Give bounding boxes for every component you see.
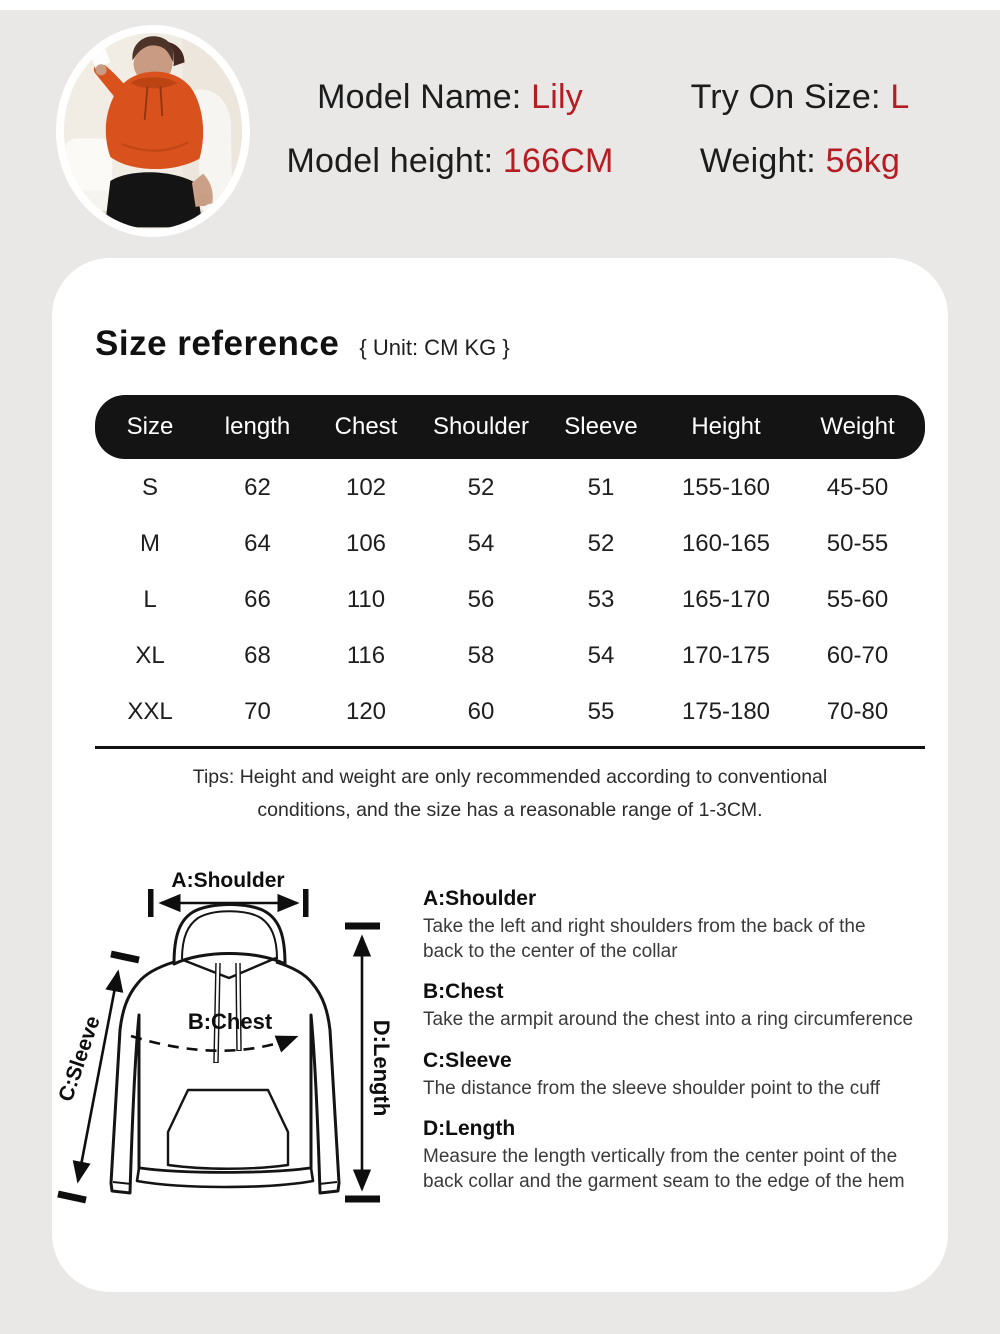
- table-cell: 70: [244, 698, 271, 725]
- table-cell: 54: [467, 530, 495, 557]
- model-photo: [56, 25, 250, 237]
- model-name-line: [260, 78, 640, 117]
- table-cell: 102: [345, 474, 387, 501]
- try-on-size-value: L: [890, 78, 910, 116]
- column-header-weight: Weight: [820, 413, 895, 440]
- top-white-strip: [0, 0, 1000, 10]
- diagram-label-length: D:Length: [369, 1019, 394, 1117]
- table-cell: 53: [587, 586, 615, 613]
- column-header-sleeve: Sleeve: [564, 413, 638, 440]
- sleeve-arrow-bottom-cap: [58, 1194, 86, 1200]
- size-table-body: [95, 460, 925, 740]
- tips-line-2: conditions, and the size has a reasonable range of 1-3CM.: [257, 799, 763, 821]
- measurement-definitions: [423, 886, 943, 1209]
- table-cell: S: [141, 474, 158, 501]
- definition-item: [423, 886, 943, 964]
- table-cell: 70-80: [826, 698, 889, 725]
- table-cell: 64: [244, 530, 271, 557]
- table-cell: 170-175: [681, 642, 771, 669]
- page-title: Size reference: [95, 324, 340, 363]
- table-row: [95, 684, 925, 740]
- size-reference-card: [52, 258, 948, 1292]
- weight-label: Weight:: [699, 142, 816, 180]
- table-cell: 55: [587, 698, 615, 725]
- column-header-size: Size: [126, 413, 174, 440]
- try-on-size-line: [640, 78, 960, 117]
- definition-desc-length: Measure the length vertically from the center point of the back collar and the garment seam to the edge of the hem: [423, 1146, 905, 1192]
- measurement-diagram: [52, 865, 432, 1225]
- column-header-height: Height: [691, 413, 761, 440]
- tips-line-1: Tips: Height and weight are only recommended according to conventional: [192, 766, 828, 788]
- definition-desc-sleeve: The distance from the sleeve shoulder point to the cuff: [423, 1077, 880, 1099]
- table-cell: 155-160: [681, 474, 771, 501]
- model-name-value: Lily: [531, 78, 583, 116]
- model-height-line: [255, 142, 645, 181]
- tips-note: [95, 761, 925, 827]
- weight-value: 56kg: [825, 142, 901, 180]
- table-cell: XL: [135, 642, 165, 669]
- column-header-chest: Chest: [334, 413, 398, 440]
- definition-term-sleeve: C:Sleeve: [423, 1048, 512, 1072]
- table-cell: 106: [345, 530, 387, 557]
- definition-term-chest: B:Chest: [423, 980, 504, 1003]
- definition-desc-shoulder: Take the left and right shoulders from the back of the back to the center of the collar: [423, 916, 866, 962]
- size-table-header: [95, 395, 925, 459]
- table-cell: 50-55: [826, 530, 889, 557]
- unit-note: { Unit: CM KG }: [359, 335, 510, 360]
- table-cell: 62: [244, 474, 271, 501]
- size-reference-header: [95, 324, 510, 364]
- table-row: [95, 628, 925, 684]
- model-height-label: Model height:: [286, 142, 494, 180]
- definition-term-shoulder: A:Shoulder: [423, 887, 537, 910]
- table-cell: M: [140, 530, 160, 557]
- table-cell: 56: [467, 586, 495, 613]
- column-header-shoulder: Shoulder: [432, 413, 530, 440]
- definition-term-length: D:Length: [423, 1117, 516, 1140]
- table-cell: 60-70: [826, 642, 889, 669]
- shoulder-arrow-right-cap: [303, 889, 309, 917]
- table-cell: XXL: [127, 698, 173, 725]
- definition-item: [423, 1116, 943, 1194]
- diagram-label-sleeve: C:Sleeve: [54, 1013, 105, 1105]
- diagram-label-shoulder: A:Shoulder: [171, 869, 285, 892]
- column-header-length: length: [224, 413, 291, 440]
- definition-desc-chest: Take the armpit around the chest into a ring circumference: [423, 1009, 914, 1030]
- model-height-value: 166CM: [502, 142, 614, 180]
- sleeve-arrow-top-cap: [111, 954, 139, 960]
- model-name-label: Model Name:: [317, 78, 522, 116]
- weight-line: [640, 142, 960, 181]
- hoodie-pocket: [168, 1090, 288, 1169]
- table-cell: 68: [244, 642, 271, 669]
- table-cell: L: [143, 586, 157, 613]
- table-cell: 120: [345, 698, 387, 725]
- table-cell: 52: [467, 474, 495, 501]
- table-row: [95, 572, 925, 628]
- table-cell: 54: [587, 642, 615, 669]
- diagram-label-chest: B:Chest: [187, 1009, 273, 1034]
- table-cell: 110: [346, 586, 386, 613]
- table-cell: 52: [587, 530, 615, 557]
- table-cell: 55-60: [826, 586, 889, 613]
- model-photo-illustration: [64, 33, 242, 229]
- table-cell: 66: [244, 586, 271, 613]
- try-on-size-label: Try On Size:: [690, 78, 881, 116]
- table-row: [95, 516, 925, 572]
- hoodie-hood: [174, 905, 285, 965]
- shoulder-arrow-left-cap: [148, 889, 154, 917]
- table-row: [95, 460, 925, 516]
- definition-item: [423, 1048, 943, 1102]
- table-cell: 45-50: [826, 474, 889, 501]
- table-cell: 116: [346, 642, 386, 669]
- table-cell: 58: [467, 642, 495, 669]
- table-cell: 175-180: [681, 698, 771, 725]
- table-bottom-rule: [95, 746, 925, 749]
- table-cell: 51: [587, 474, 615, 501]
- drawstring-right-core: [238, 963, 239, 1050]
- definition-item: [423, 979, 943, 1033]
- table-cell: 60: [467, 698, 495, 725]
- table-cell: 165-170: [681, 586, 771, 613]
- table-cell: 160-165: [681, 530, 771, 557]
